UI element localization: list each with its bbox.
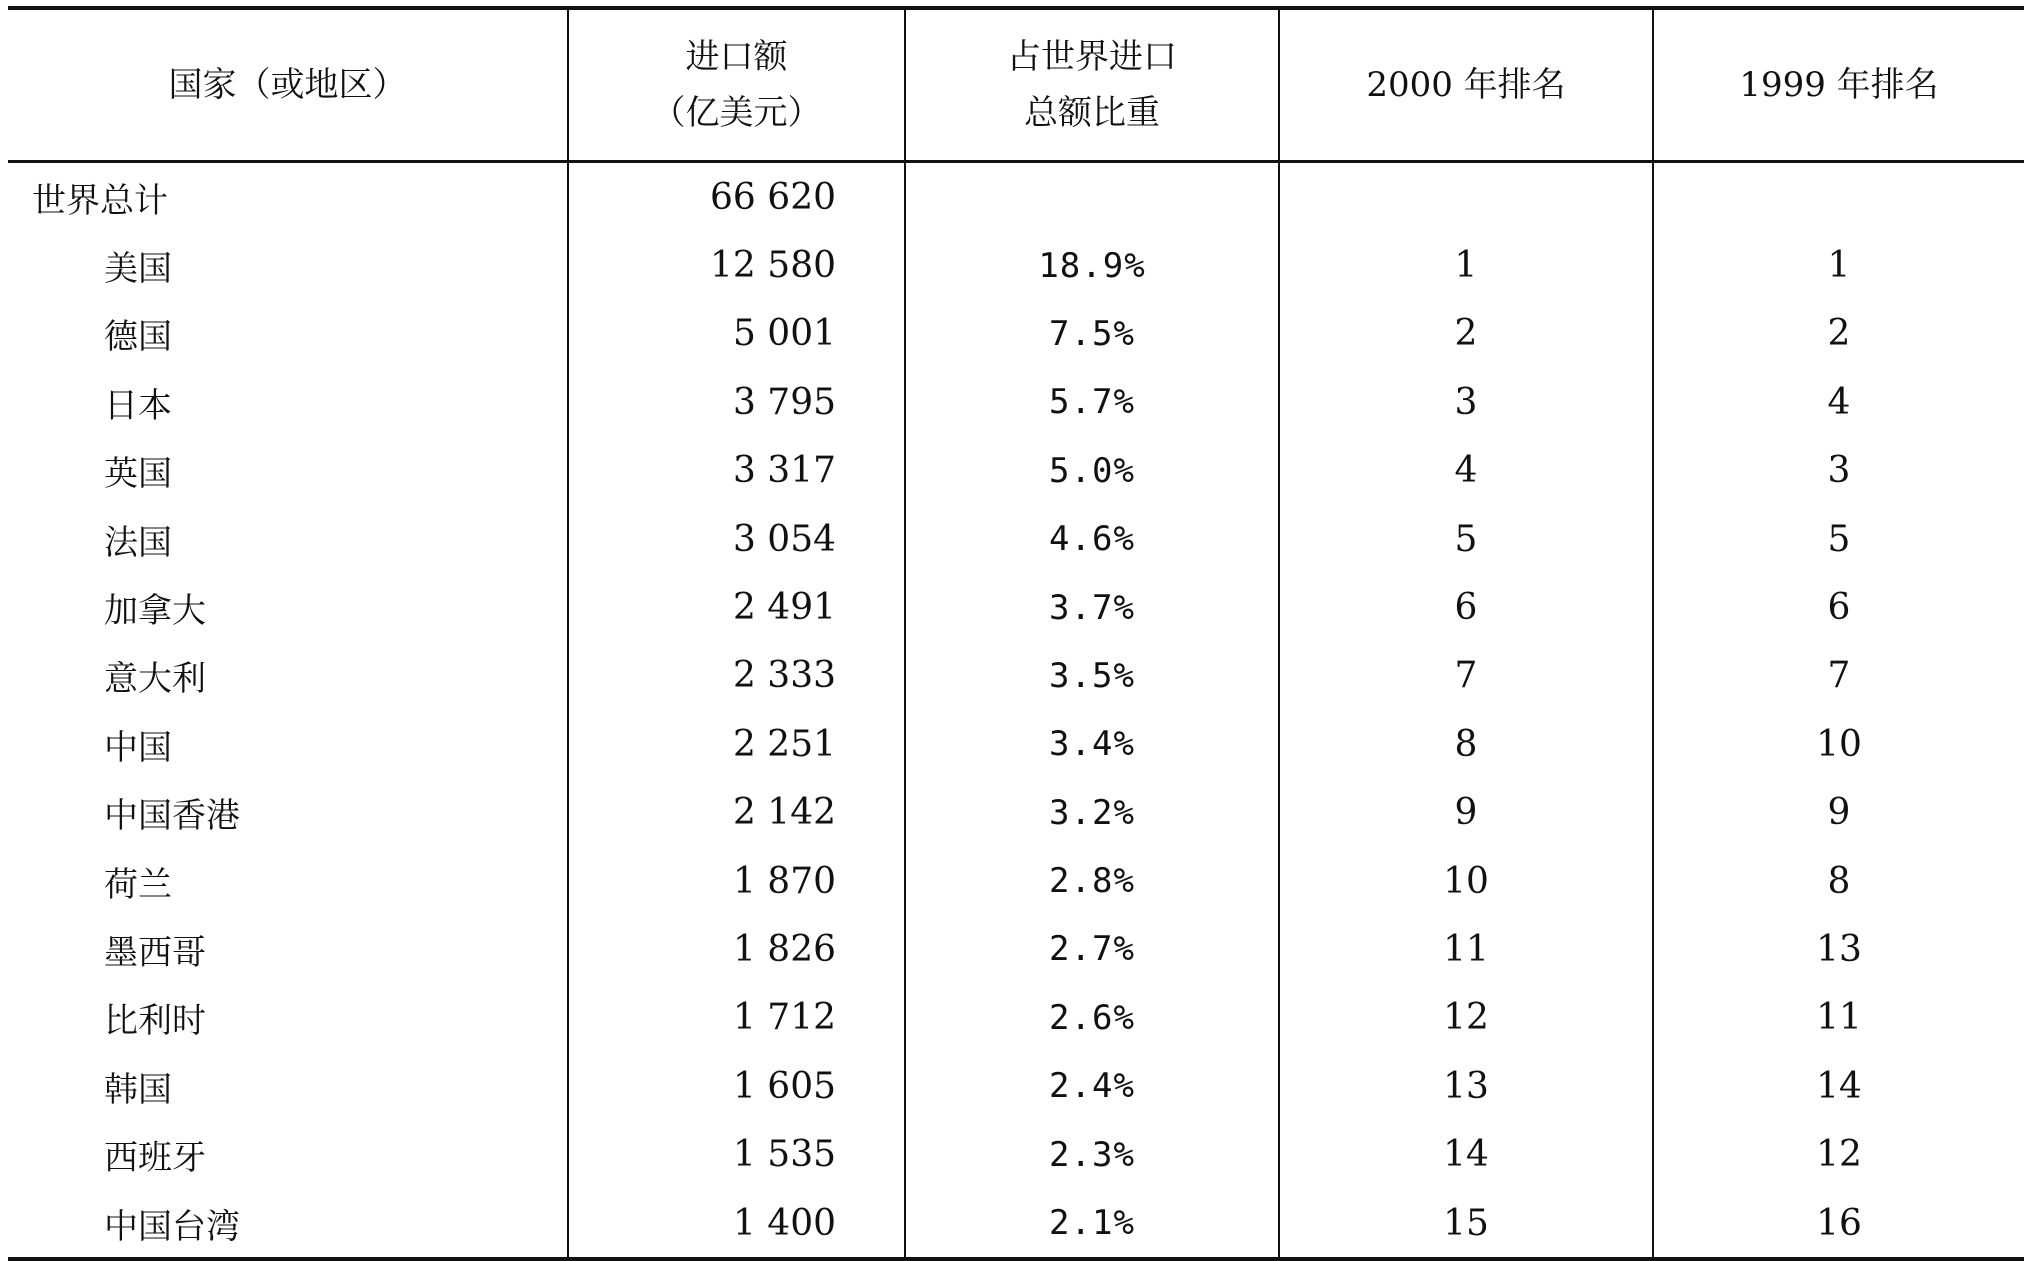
- world-total-label: 世界总计: [32, 180, 168, 221]
- rank-1999: 16: [1653, 1189, 2024, 1259]
- import-share: 5.0%: [905, 437, 1279, 505]
- table-row: [8, 915, 2024, 983]
- rank-1999: 3: [1653, 437, 2024, 505]
- table-row: [8, 984, 2024, 1052]
- rank-1999: 5: [1653, 505, 2024, 573]
- country-name: 西班牙: [104, 1138, 206, 1179]
- rank-2000: 2: [1279, 300, 1653, 368]
- rank-1999: 6: [1653, 573, 2024, 641]
- table-row: [8, 573, 2024, 641]
- import-amount: 3 795: [568, 368, 905, 436]
- world-total-amount: 66 620: [568, 162, 905, 232]
- country-name: 中国: [104, 727, 172, 768]
- country-name: 英国: [104, 454, 172, 495]
- rank-1999: 10: [1653, 710, 2024, 778]
- import-share: 2.4%: [905, 1052, 1279, 1120]
- import-share: 2.1%: [905, 1189, 1279, 1259]
- import-share: 3.4%: [905, 710, 1279, 778]
- table-row: [8, 1189, 2024, 1259]
- rank-2000: 8: [1279, 710, 1653, 778]
- header-share-line1: 占世界进口: [1007, 37, 1177, 77]
- table-row: [8, 368, 2024, 436]
- world-total-rank-2000: [1279, 162, 1653, 232]
- header-country: 国家（或地区）: [8, 8, 568, 162]
- rank-2000: 13: [1279, 1052, 1653, 1120]
- import-amount: 2 491: [568, 573, 905, 641]
- table-header: [8, 8, 2024, 162]
- import-ranking-table-container: [8, 6, 2024, 1261]
- header-rank-1999: 1999 年排名: [1653, 8, 2024, 162]
- import-share: 3.2%: [905, 779, 1279, 847]
- rank-1999: 2: [1653, 300, 2024, 368]
- rank-1999: 1: [1653, 231, 2024, 299]
- world-total-rank-1999: [1653, 162, 2024, 232]
- import-amount: 1 400: [568, 1189, 905, 1259]
- country-name: 日本: [104, 385, 172, 426]
- import-share: 7.5%: [905, 300, 1279, 368]
- rank-1999: 12: [1653, 1120, 2024, 1188]
- import-amount: 5 001: [568, 300, 905, 368]
- table-body: [8, 162, 2024, 1260]
- import-share: 18.9%: [905, 231, 1279, 299]
- country-name: 荷兰: [104, 864, 172, 905]
- rank-1999: 14: [1653, 1052, 2024, 1120]
- import-amount: 1 712: [568, 984, 905, 1052]
- import-amount: 12 580: [568, 231, 905, 299]
- rank-2000: 10: [1279, 847, 1653, 915]
- header-row: [8, 8, 2024, 162]
- world-total-share: [905, 162, 1279, 232]
- rank-1999: 8: [1653, 847, 2024, 915]
- country-name: 法国: [104, 522, 172, 563]
- country-name: 中国台湾: [8, 1189, 568, 1259]
- rank-1999: 7: [1653, 642, 2024, 710]
- country-name: 韩国: [104, 1069, 172, 1110]
- import-share: 2.6%: [905, 984, 1279, 1052]
- import-amount: 3 054: [568, 505, 905, 573]
- header-amount-line1: 进口额: [685, 37, 788, 77]
- import-share: 2.7%: [905, 915, 1279, 983]
- header-rank-2000: 2000 年排名: [1279, 8, 1653, 162]
- rank-2000: 1: [1279, 231, 1653, 299]
- table-row: [8, 1120, 2024, 1188]
- rank-2000: 3: [1279, 368, 1653, 436]
- rank-2000: 14: [1279, 1120, 1653, 1188]
- rank-2000: 15: [1279, 1189, 1653, 1259]
- table-row: [8, 505, 2024, 573]
- import-amount: 2 142: [568, 779, 905, 847]
- import-amount: 1 826: [568, 915, 905, 983]
- import-amount: 1 870: [568, 847, 905, 915]
- import-share: 3.5%: [905, 642, 1279, 710]
- import-amount: 2 333: [568, 642, 905, 710]
- country-name: 加拿大: [104, 591, 206, 632]
- country-name: 德国: [104, 317, 172, 358]
- country-name: 意大利: [104, 659, 206, 700]
- rank-1999: 13: [1653, 915, 2024, 983]
- import-share: 2.3%: [905, 1120, 1279, 1188]
- import-amount: 1 605: [568, 1052, 905, 1120]
- rank-2000: 5: [1279, 505, 1653, 573]
- rank-2000: 6: [1279, 573, 1653, 641]
- table-row: [8, 710, 2024, 778]
- import-amount: 2 251: [568, 710, 905, 778]
- table-row: [8, 300, 2024, 368]
- rank-1999: 9: [1653, 779, 2024, 847]
- country-name: 比利时: [104, 1001, 206, 1042]
- country-name: 美国: [104, 249, 172, 290]
- import-share: 3.7%: [905, 573, 1279, 641]
- table-row: [8, 1052, 2024, 1120]
- rank-2000: 11: [1279, 915, 1653, 983]
- table-row-world-total: [8, 162, 2024, 232]
- rank-2000: 12: [1279, 984, 1653, 1052]
- rank-1999: 11: [1653, 984, 2024, 1052]
- country-name: 墨西哥: [104, 932, 206, 973]
- import-share: 2.8%: [905, 847, 1279, 915]
- header-share-line2: 总额比重: [1024, 93, 1160, 133]
- import-amount: 3 317: [568, 437, 905, 505]
- table-row: [8, 847, 2024, 915]
- table-row: [8, 437, 2024, 505]
- import-share: 5.7%: [905, 368, 1279, 436]
- header-share: [905, 8, 1279, 162]
- header-amount: [568, 8, 905, 162]
- table-row: [8, 642, 2024, 710]
- table-row: [8, 779, 2024, 847]
- import-amount: 1 535: [568, 1120, 905, 1188]
- import-share: 4.6%: [905, 505, 1279, 573]
- rank-2000: 9: [1279, 779, 1653, 847]
- rank-2000: 7: [1279, 642, 1653, 710]
- import-ranking-table: [8, 6, 2024, 1261]
- rank-2000: 4: [1279, 437, 1653, 505]
- table-row: [8, 231, 2024, 299]
- country-name: 中国香港: [104, 796, 240, 837]
- rank-1999: 4: [1653, 368, 2024, 436]
- header-amount-line2: （亿美元）: [651, 93, 822, 133]
